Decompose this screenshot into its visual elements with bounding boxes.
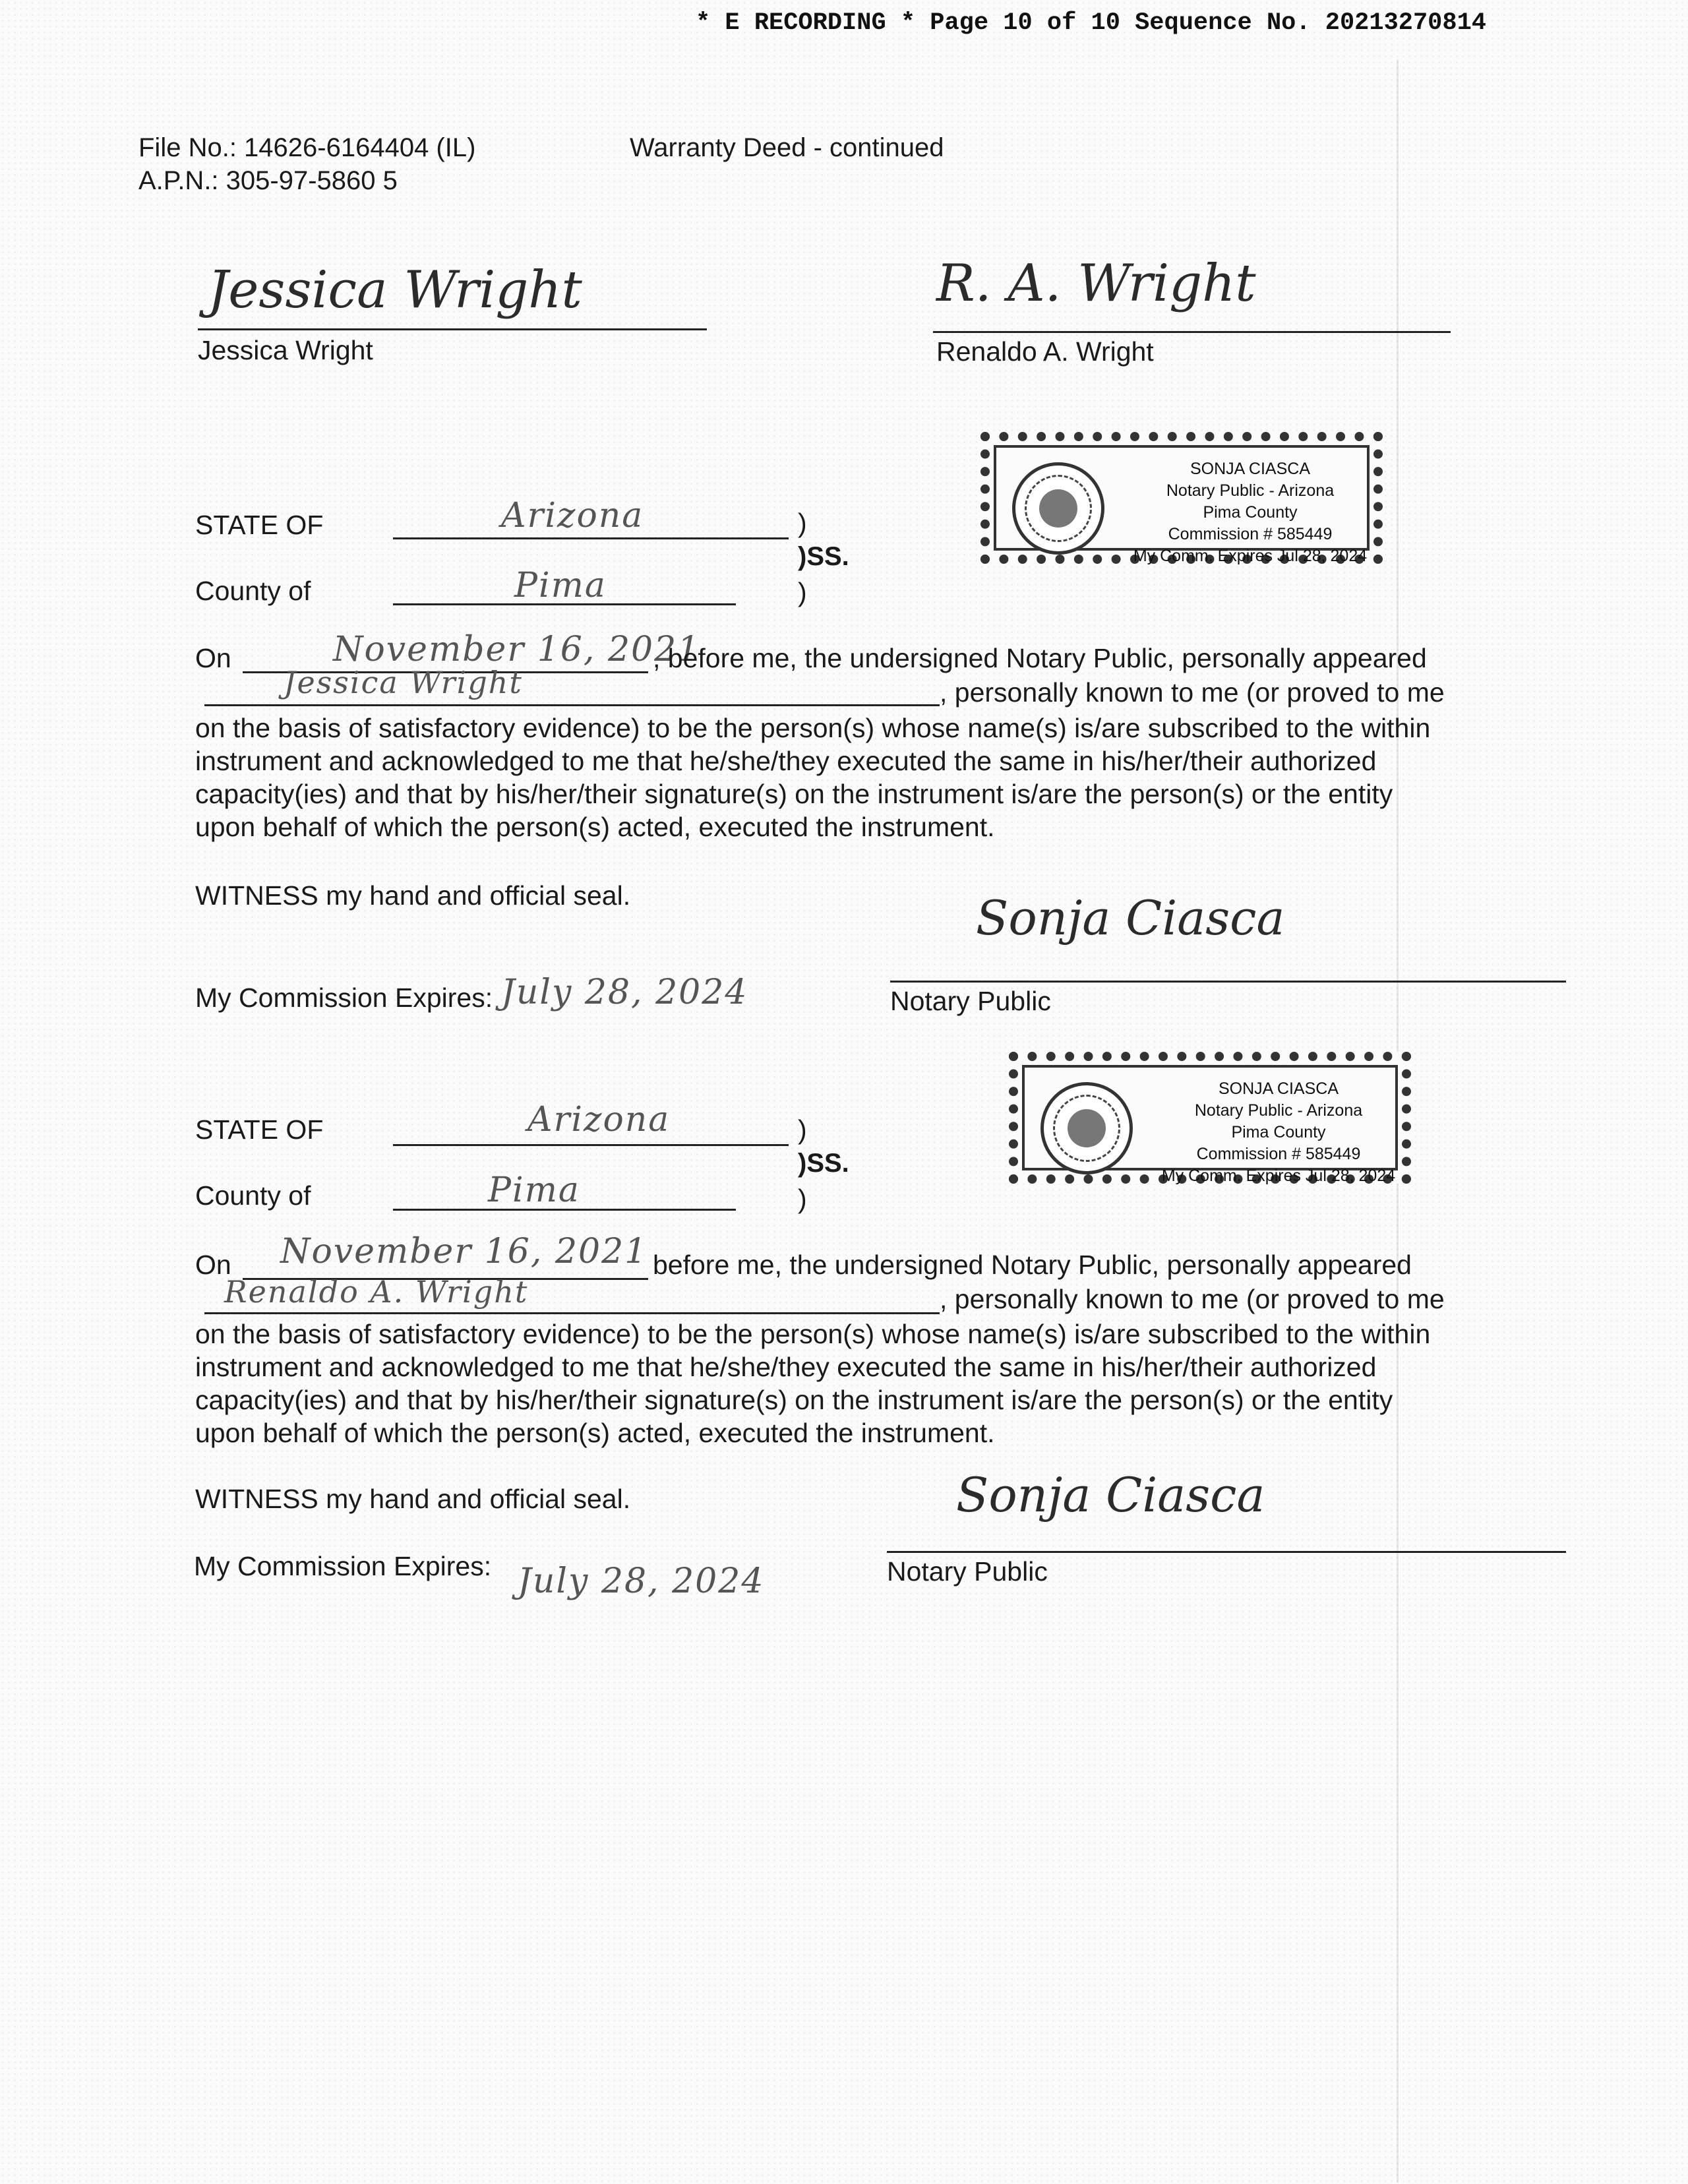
person-appeared: Jessica Wright <box>284 665 523 700</box>
body-line: capacity(ies) and that by his/her/their signature(s) on the instrument is/are the person(s) or the entity <box>195 779 1393 809</box>
acknowledgment-date: November 16, 2021 <box>280 1232 648 1271</box>
venue-paren: ) <box>798 577 807 607</box>
recording-header: * E RECORDING * Page 10 of 10 Sequence No. 20213270814 <box>696 9 1486 37</box>
state-label: STATE OF <box>195 510 324 540</box>
stamp-commission: Commission # 585449 <box>1196 1145 1361 1163</box>
county-value: Pima <box>488 1170 580 1210</box>
stamp-county: Pima County <box>1231 1123 1326 1141</box>
state-seal-icon <box>1040 1082 1133 1174</box>
stamp-expires: My Comm. Expires Jul 28, 2024 <box>1161 1167 1396 1185</box>
signature-line-right <box>933 331 1451 333</box>
appeared-text: , before me, the undersigned Notary Public, personally appeared <box>653 643 1427 673</box>
state-value: Arizona <box>501 496 644 535</box>
body-line: instrument and acknowledged to me that he/she/they executed the same in his/her/their authorized <box>195 746 1377 776</box>
grantor-name-right: Renaldo A. Wright <box>936 336 1154 367</box>
county-label: County of <box>195 1180 311 1211</box>
person-appeared: Renaldo A. Wright <box>224 1274 529 1310</box>
document-title: Warranty Deed - continued <box>630 133 944 162</box>
notary-stamp <box>980 432 1383 564</box>
stamp-border <box>994 445 1370 565</box>
venue-paren: ) <box>798 508 807 538</box>
acknowledgment-date: November 16, 2021 <box>333 630 701 669</box>
file-number: File No.: 14626-6164404 (IL) <box>138 133 476 162</box>
grantor-name-left: Jessica Wright <box>198 335 373 365</box>
stamp-commission: Commission # 585449 <box>1168 525 1333 543</box>
witness-text: WITNESS my hand and official seal. <box>195 1484 631 1514</box>
known-text: , personally known to me (or proved to me <box>940 1284 1445 1314</box>
known-text: , personally known to me (or proved to me <box>940 677 1445 708</box>
county-value: Pima <box>514 566 607 605</box>
commission-label: My Commission Expires: <box>194 1551 492 1581</box>
county-line <box>393 1209 736 1211</box>
person-line <box>204 704 940 706</box>
commission-label: My Commission Expires: <box>195 983 493 1013</box>
body-line: instrument and acknowledged to me that he/she/they executed the same in his/her/their authorized <box>195 1352 1377 1382</box>
ss-label: )SS. <box>798 1149 849 1178</box>
stamp-notary-name: SONJA CIASCA <box>1219 1079 1339 1098</box>
state-seal-icon <box>1012 462 1104 555</box>
stamp-notary-name: SONJA CIASCA <box>1190 460 1310 478</box>
stamp-text <box>1147 1078 1410 1187</box>
stamp-county: Pima County <box>1203 503 1298 522</box>
county-label: County of <box>195 576 311 606</box>
state-label: STATE OF <box>195 1114 324 1145</box>
body-line: capacity(ies) and that by his/her/their signature(s) on the instrument is/are the person(s) or the entity <box>195 1385 1393 1415</box>
commission-date: July 28, 2024 <box>501 973 748 1012</box>
notary-signature-line <box>890 981 1566 983</box>
body-line: upon behalf of which the person(s) acted, executed the instrument. <box>195 1418 995 1448</box>
notary-signature: Sonja Ciasca <box>956 1467 1265 1523</box>
notary-signature-line <box>887 1551 1566 1553</box>
state-value: Arizona <box>528 1100 671 1139</box>
venue-paren: ) <box>798 1114 807 1145</box>
body-line: upon behalf of which the person(s) acted, executed the instrument. <box>195 812 995 842</box>
acknowledgment-body <box>195 1318 1488 1449</box>
venue-paren: ) <box>798 1184 807 1214</box>
commission-date: July 28, 2024 <box>518 1562 765 1601</box>
state-line <box>393 1144 789 1146</box>
notary-label: Notary Public <box>887 1556 1048 1587</box>
notary-signature: Sonja Ciasca <box>976 890 1285 946</box>
stamp-expires: My Comm. Expires Jul 28, 2024 <box>1133 547 1368 565</box>
state-line <box>393 537 789 539</box>
signature-renaldo-wright: R. A. Wright <box>936 254 1256 313</box>
stamp-title: Notary Public - Arizona <box>1166 481 1335 500</box>
body-line: on the basis of satisfactory evidence) to be the person(s) whose name(s) is/are subscribed to the within <box>195 1319 1431 1349</box>
body-line: on the basis of satisfactory evidence) to be the person(s) whose name(s) is/are subscribed to the within <box>195 713 1431 743</box>
on-label: On <box>195 1250 231 1280</box>
person-line <box>204 1312 940 1314</box>
notary-label: Notary Public <box>890 986 1051 1016</box>
county-line <box>393 603 736 605</box>
stamp-text <box>1118 458 1382 567</box>
stamp-border <box>1022 1065 1398 1185</box>
stamp-title: Notary Public - Arizona <box>1194 1101 1363 1120</box>
on-label: On <box>195 643 231 673</box>
signature-jessica-wright: Jessica Wright <box>208 260 582 320</box>
appeared-text: before me, the undersigned Notary Public, personally appeared <box>653 1250 1412 1280</box>
notary-stamp <box>1009 1052 1411 1184</box>
acknowledgment-body <box>195 712 1488 843</box>
apn-number: A.P.N.: 305-97-5860 5 <box>138 166 398 195</box>
ss-label: )SS. <box>798 542 849 571</box>
witness-text: WITNESS my hand and official seal. <box>195 880 631 911</box>
signature-line-left <box>198 328 707 330</box>
